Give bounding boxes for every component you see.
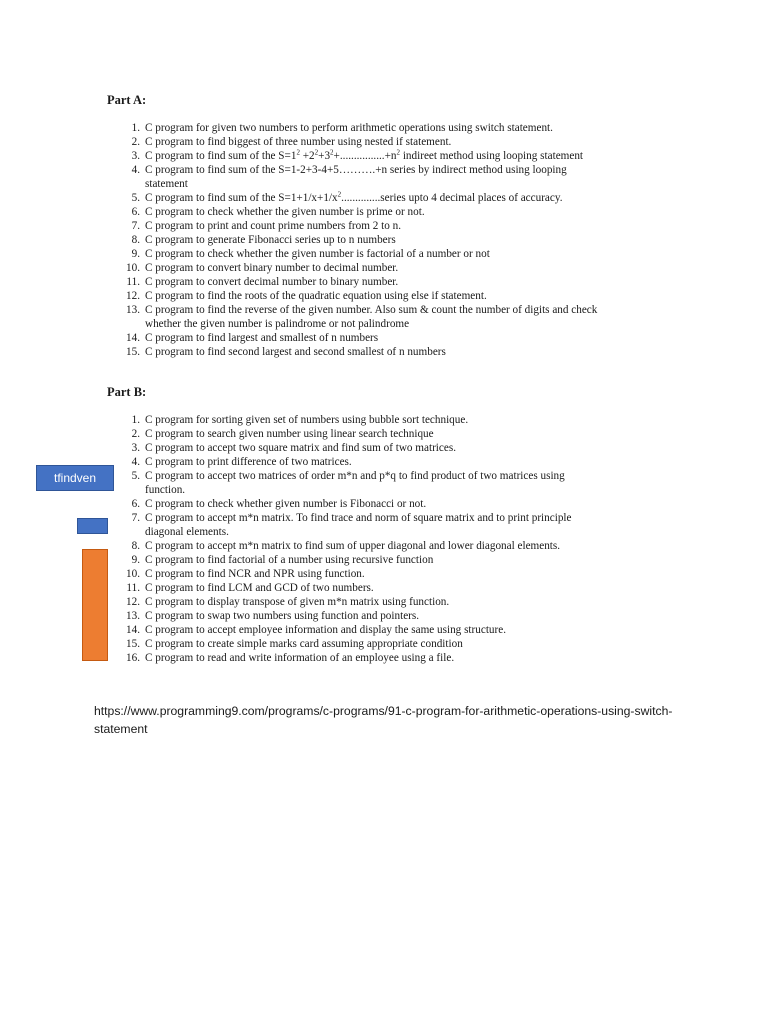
part-a-item-text: C program to check whether the given number is factorial of a number or not: [145, 248, 490, 260]
part-a-item-number: 5.: [131, 192, 140, 204]
part-a-item-number: 6.: [131, 206, 140, 218]
part-a-item-number: 10.: [126, 262, 140, 274]
tag-label-box[interactable]: tfindven: [36, 465, 114, 491]
orange-shape[interactable]: [82, 549, 108, 661]
part-a-item-text: C program to find sum of the S=1-2+3-4+5……….+n series by indirect method using looping: [145, 164, 567, 176]
part-a-item-number: 13.: [126, 304, 140, 316]
part-a-item-text: C program to find second largest and second smallest of n numbers: [145, 346, 446, 358]
part-b-item-text: C program to read and write information of an employee using a file.: [145, 652, 455, 664]
part-b-item-number: 4.: [131, 456, 140, 468]
part-b-item-text: C program to print difference of two matrices.: [145, 456, 352, 468]
part-b-item-number: 11.: [126, 582, 140, 594]
part-b-item-number: 6.: [131, 498, 140, 510]
part-a-item-number: 8.: [131, 234, 140, 246]
part-b-item-number: 13.: [126, 610, 140, 622]
part-b-item-text-continued: diagonal elements.: [145, 526, 229, 538]
part-a-item-text: C program to find the roots of the quadratic equation using else if statement.: [145, 290, 487, 302]
part-b-item-number: 10.: [126, 568, 140, 580]
part-b-item-text: C program to accept m*n matrix. To find trace and norm of square matrix and to print principle: [145, 512, 572, 524]
part-b-item-number: 12.: [126, 596, 140, 608]
part-b-item-number: 2.: [131, 428, 140, 440]
reference-url[interactable]: https://www.programming9.com/programs/c-programs/91-c-program-for-arithmetic-operations-using-switch-statement: [94, 704, 673, 736]
part-a-item-number: 1.: [131, 122, 140, 134]
part-b-item-number: 3.: [131, 442, 140, 454]
part-b-item-number: 7.: [131, 512, 140, 524]
part-a-item-text: C program to find the reverse of the given number. Also sum & count the number of digits and check: [145, 304, 598, 316]
part-a-item-number: 12.: [126, 290, 140, 302]
part-a-item-text: C program to generate Fibonacci series up to n numbers: [145, 234, 396, 246]
part-b-item-text: C program to swap two numbers using function and pointers.: [145, 610, 420, 622]
part-b-item-text: C program for sorting given set of numbers using bubble sort technique.: [145, 414, 469, 426]
part-b-item-number: 16.: [126, 652, 140, 664]
part-a-item-number: 14.: [126, 332, 140, 344]
part-a-item-text: C program to find sum of the $S=1^2 +2^2+3^2+................+n^2$ indireet method using looping statement: [145, 148, 584, 162]
part-b-item-text: C program to accept two square matrix and find sum of two matrices.: [145, 442, 456, 454]
part-b-item-text-continued: function.: [145, 484, 186, 496]
part-b-item-text: C program to display transpose of given m*n matrix using function.: [145, 596, 450, 608]
part-a-item-text: C program to convert binary number to decimal number.: [145, 262, 399, 274]
part-a-item-text: C program to convert decimal number to binary number.: [145, 276, 399, 288]
part-b-item-text: C program to check whether given number is Fibonacci or not.: [145, 498, 427, 510]
part-a-item-text-continued: whether the given number is palindrome or not palindrome: [145, 318, 410, 330]
part-b-item-text: C program to find LCM and GCD of two numbers.: [145, 582, 374, 594]
part-b-item-text: C program to create simple marks card assuming appropriate condition: [145, 638, 463, 650]
part-a-heading: Part A:: [107, 93, 147, 107]
part-b-item-text: C program to search given number using linear search technique: [145, 428, 434, 440]
part-a-item-number: 4.: [131, 164, 140, 176]
part-a-item-number: 11.: [126, 276, 140, 288]
part-a-item-text: C program to print and count prime numbers from 2 to n.: [145, 220, 402, 232]
part-b-item-text: C program to find NCR and NPR using function.: [145, 568, 365, 580]
blue-shape[interactable]: [77, 518, 108, 534]
part-b-item-text: C program to accept employee information and display the same using structure.: [145, 624, 507, 636]
part-b-item-number: 5.: [131, 470, 140, 482]
part-b-item-number: 15.: [126, 638, 140, 650]
part-b-item-number: 1.: [131, 414, 140, 426]
part-a-item-number: 9.: [131, 248, 140, 260]
part-a-item-number: 15.: [126, 346, 140, 358]
part-a-item-text: C program for given two numbers to perform arithmetic operations using switch statement.: [145, 122, 553, 134]
part-b-item-text: C program to accept two matrices of order m*n and p*q to find product of two matrices using: [145, 470, 565, 482]
part-b-item-text: C program to accept m*n matrix to find sum of upper diagonal and lower diagonal elements.: [145, 540, 561, 552]
part-b-item-number: 8.: [131, 540, 140, 552]
part-a-item-text: C program to find biggest of three number using nested if statement.: [145, 136, 452, 148]
part-a-item-number: 2.: [131, 136, 140, 148]
part-a-item-text: C program to find largest and smallest of n numbers: [145, 332, 379, 344]
part-b-item-number: 9.: [131, 554, 140, 566]
part-b-heading: Part B:: [107, 385, 147, 399]
part-a-item-number: 7.: [131, 220, 140, 232]
part-b-item-number: 14.: [126, 624, 140, 636]
part-a-item-text: C program to check whether the given number is prime or not.: [145, 206, 425, 218]
part-a-item-number: 3.: [131, 150, 140, 162]
part-b-item-text: C program to find factorial of a number using recursive function: [145, 554, 434, 566]
part-a-item-text: C program to find sum of the $S=1+1/x+1/x^2..............series$ upto 4 decimal places of accuracy.: [145, 190, 563, 204]
part-a-item-text-continued: statement: [145, 178, 188, 190]
